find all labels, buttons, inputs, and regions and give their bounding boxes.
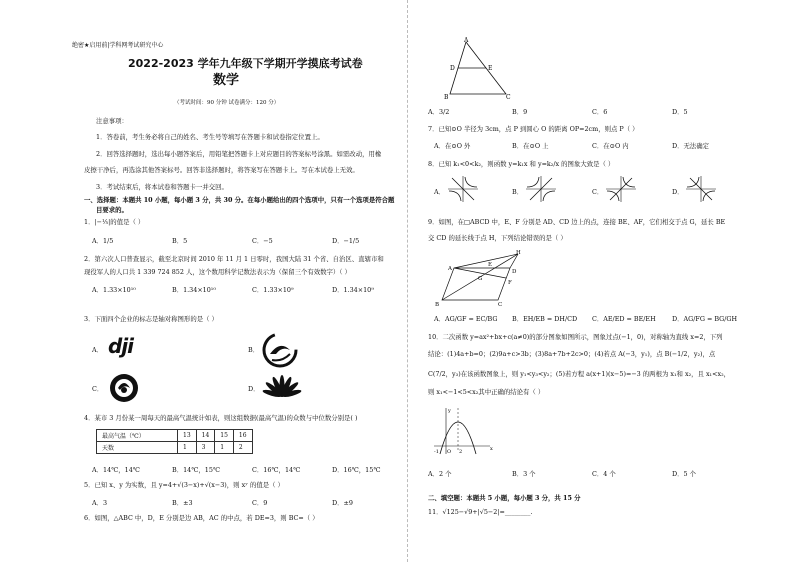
question-7: 7．已知⊙O 半径为 3cm，点 P 到圆心 O 的距离 OP=2cm，则点 P（ ） bbox=[428, 125, 639, 133]
q6-option-c: C．6 bbox=[592, 108, 608, 116]
q4-option-a: A．14℃，14℃ bbox=[92, 466, 140, 474]
q4-option-c: C．16℃，14℃ bbox=[252, 466, 301, 474]
fold-line bbox=[407, 0, 409, 562]
exam-meta: （考试时间：90 分钟 试卷满分：120 分） bbox=[174, 100, 280, 106]
q2-option-d: D．1.34×10⁹ bbox=[332, 286, 374, 294]
q1-option-a: A．1/5 bbox=[92, 237, 114, 245]
q7-option-d: D．无法确定 bbox=[672, 142, 710, 150]
q10-option-b: B．3 个 bbox=[512, 470, 536, 478]
q6-option-a: A．3/2 bbox=[428, 108, 450, 116]
question-9-line2: 交 CD 的延长线于点 H，下列结论错误的是（ ） bbox=[428, 234, 567, 242]
triangle-figure bbox=[440, 36, 520, 100]
note-item: 皮擦干净后，再选涂其他答案标号。回答非选择题时，将答案写在答题卡上。写在本试卷上无效。 bbox=[84, 166, 359, 174]
label-a: A bbox=[464, 37, 469, 44]
q7-option-a: A．在⊙O 外 bbox=[434, 142, 471, 150]
q4-option-b: B．14℃，15℃ bbox=[172, 466, 221, 474]
q5-option-b: B．±3 bbox=[172, 499, 193, 507]
q8-option-c: C． bbox=[592, 188, 604, 196]
q1-option-b: B．5 bbox=[172, 237, 188, 245]
question-11: 11．√125−√9+|√5−2|=________. bbox=[428, 508, 533, 516]
label-x: x bbox=[490, 446, 493, 452]
q5-option-a: A．3 bbox=[92, 499, 108, 507]
question-5: 5．已知 x、y 为实数，且 y=4+√(3−x)+√(x−3)，则 xʸ 的值是（ ） bbox=[84, 481, 284, 489]
q2-option-c: C．1.33×10⁹ bbox=[252, 286, 294, 294]
label-h: H bbox=[516, 250, 521, 256]
q10-option-c: C．4 个 bbox=[592, 470, 616, 478]
q1-option-d: D．−1/5 bbox=[332, 237, 360, 245]
label-e: E bbox=[488, 262, 493, 268]
question-6: 6．如图，△ABC 中，D，E 分别是边 AB，AC 的中点，若 DE=3，则 BC=（ ） bbox=[84, 514, 319, 522]
section2-heading: 二、填空题：本题共 5 小题，每小题 3 分，共 15 分 bbox=[428, 494, 581, 502]
q3-option-b: B． bbox=[248, 346, 260, 354]
table-cell: 15 bbox=[215, 430, 234, 442]
question-10-line1: 10．二次函数 y=ax²+bx+c(a≠0)的部分图象如图所示，图象过点(−1，0)，对称轴为直线 x=2，下列 bbox=[428, 333, 723, 341]
table-cell: 最高气温（℃） bbox=[97, 430, 178, 442]
notes-heading: 注意事项： bbox=[96, 117, 128, 125]
q4-option-d: D．16℃，15℃ bbox=[332, 466, 381, 474]
huawei-logo bbox=[262, 370, 302, 400]
parabola-figure bbox=[432, 404, 496, 456]
q3-option-a: A． bbox=[92, 346, 104, 354]
section1-line1: 一、选择题：本题共 10 小题，每小题 3 分，共 30 分。在每小题给出的四个选项中，只有一个选项是符合题 bbox=[84, 196, 395, 204]
q9-option-d: D．AG/FG = BG/GH bbox=[672, 315, 738, 323]
question-2-line1: 2．第六次人口普查显示，截至北京时间 2010 年 11 月 1 日零时，我国大陆 31 个省、自治区、直辖市和 bbox=[84, 255, 384, 263]
question-4: 4．某市 3 月份某一周每天的最高气温统计如表，则这组数据(最高气温)的众数与中位数分别是( ) bbox=[84, 414, 358, 422]
label-c: C bbox=[506, 94, 511, 100]
table-cell: 2 bbox=[233, 442, 252, 454]
label-a: A bbox=[448, 266, 452, 272]
q9-option-c: C．AE/ED = BE/EH bbox=[592, 315, 656, 323]
graph-a bbox=[446, 174, 480, 204]
label-d: D bbox=[450, 65, 455, 72]
graph-c bbox=[604, 174, 638, 204]
table-cell: 14 bbox=[196, 430, 215, 442]
graph-d bbox=[684, 174, 718, 204]
label-y: y bbox=[448, 408, 451, 414]
question-1: 1．|−⅕|的值是（ ） bbox=[84, 218, 145, 226]
q8-option-d: D． bbox=[672, 188, 684, 196]
question-10-line4: 则 x₁<−1<5<x₂其中正确的结论有（ ） bbox=[428, 388, 545, 396]
q5-option-c: C．9 bbox=[252, 499, 268, 507]
label-e: E bbox=[488, 65, 493, 72]
temperature-table bbox=[96, 429, 253, 454]
graph-b bbox=[524, 174, 558, 204]
note-item: 2．回答选择题时，选出每小题答案后，用铅笔把答题卡上对应题目的答案标号涂黑。如需改动，用橡 bbox=[96, 150, 382, 158]
question-10-line2: 结论：(1)4a+b=0；(2)9a+c>3b；(3)8a+7b+2c>0；(4)若点 A(−3，y₁)，点 B(−1/2，y₂)，点 bbox=[428, 350, 716, 358]
table-cell: 1 bbox=[178, 442, 197, 454]
label-b: B bbox=[444, 94, 449, 100]
label-g: G bbox=[478, 276, 483, 282]
section1-line2: 目要求的。 bbox=[96, 206, 128, 214]
q10-option-d: D．5 个 bbox=[672, 470, 697, 478]
table-cell: 天数 bbox=[97, 442, 178, 454]
q2-option-a: A．1.33×10¹⁰ bbox=[92, 286, 136, 294]
table-cell: 16 bbox=[233, 430, 252, 442]
label-c: C bbox=[498, 302, 503, 308]
q6-option-d: D．5 bbox=[672, 108, 688, 116]
q1-option-c: C．−5 bbox=[252, 237, 273, 245]
q7-option-c: C．在⊙O 内 bbox=[592, 142, 629, 150]
q7-option-b: B．在⊙O 上 bbox=[512, 142, 549, 150]
q3-option-d: D． bbox=[248, 385, 260, 393]
q6-option-b: B．9 bbox=[512, 108, 528, 116]
q5-option-d: D．±9 bbox=[332, 499, 353, 507]
label-b: B bbox=[435, 302, 440, 308]
q9-option-a: A．AG/GF = EC/BG bbox=[434, 315, 498, 323]
secret-mark: 绝密★启用前|学科网考试研究中心 bbox=[72, 42, 164, 49]
label-d: D bbox=[512, 269, 517, 275]
question-8: 8．已知 k₁<0<k₂，则函数 y=k₁x 和 y=k₂/x 的图象大致是（ ） bbox=[428, 160, 615, 168]
label-two: 2 bbox=[459, 449, 463, 455]
subject-title: 数学 bbox=[213, 73, 240, 88]
question-10-line3: C(7/2，y₃)在该函数图象上，则 y₁<y₃<y₂；(5)若方程 a(x+1)(x−5)=−3 的两根为 x₁和 x₂，且 x₁<x₂， bbox=[428, 370, 731, 378]
q9-option-b: B．EH/EB = DH/CD bbox=[512, 315, 578, 323]
note-item: 1．答卷前，考生务必将自己的姓名、考生号等填写在答题卡和试卷指定位置上。 bbox=[96, 133, 324, 141]
label-origin: O bbox=[447, 449, 452, 455]
label-f: F bbox=[508, 280, 512, 286]
swirl-logo bbox=[262, 332, 298, 368]
dji-logo: dji bbox=[108, 334, 134, 358]
table-row bbox=[97, 442, 253, 454]
q2-option-b: B．1.34×10¹⁰ bbox=[172, 286, 216, 294]
table-cell: 1 bbox=[215, 442, 234, 454]
label-neg1: -1 bbox=[434, 449, 439, 455]
question-9-line1: 9．如图，在□ABCD 中，E、F 分别是 AD、CD 边上的点，连接 BE、AF，它们相交于点 G，延长 BE bbox=[428, 218, 726, 226]
q10-option-a: A．2 个 bbox=[428, 470, 452, 478]
q3-option-c: C． bbox=[92, 385, 104, 393]
parallelogram-figure bbox=[432, 248, 522, 308]
table-cell: 13 bbox=[178, 430, 197, 442]
note-item: 3．考试结束后，将本试卷和答题卡一并交回。 bbox=[96, 183, 228, 191]
table-row bbox=[97, 430, 253, 442]
table-cell: 3 bbox=[196, 442, 215, 454]
q8-option-b: B． bbox=[512, 188, 524, 196]
exam-title: 2022-2023 学年九年级下学期开学摸底考试卷 bbox=[128, 57, 363, 70]
question-3: 3．下面四个企业的标志是轴对称图形的是（ ） bbox=[84, 315, 218, 323]
q8-option-a: A． bbox=[434, 188, 446, 196]
circle-logo bbox=[108, 372, 140, 404]
question-2-line2: 现役军人的人口共 1 339 724 852 人，这个数用科学记数法表示为（保留三个有效数字）（ ） bbox=[84, 268, 351, 276]
